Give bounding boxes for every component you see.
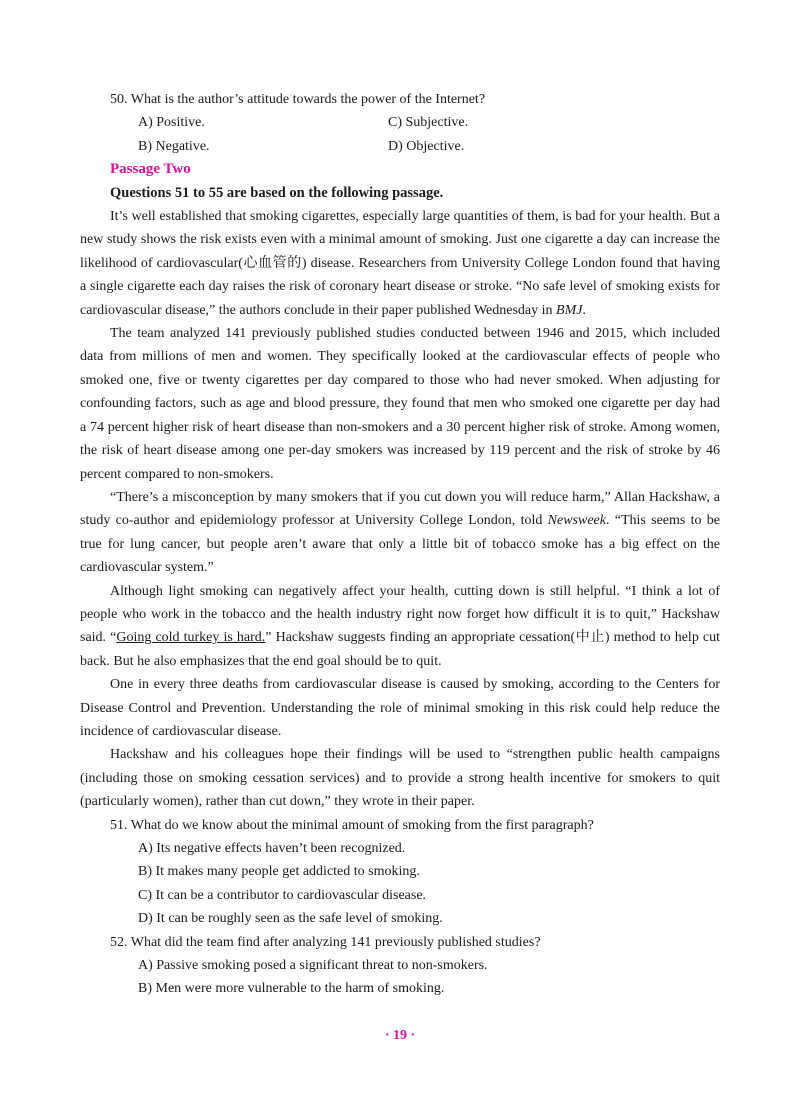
paragraph-4: Although light smoking can negatively affect your health, cutting down is still helpful. “I think a lot of people who work in the tobacco and the health industry right now forget how difficult it is to quit,” Hackshaw said. “Going cold turkey is hard.” Hackshaw suggests finding an appropriate cessation(中止) method to help cut back. But he also emphasizes that the end goal should be to quit.: [80, 583, 721, 669]
underlined-sentence: Going cold turkey is hard.: [116, 630, 266, 646]
question-50-option-d: D) Objective.: [388, 138, 465, 154]
passage-instructions: Questions 51 to 55 are based on the following passage.: [110, 184, 444, 201]
question-50-option-c: C) Subjective.: [388, 115, 469, 131]
paragraph-6: Hackshaw and his colleagues hope their findings will be used to “strengthen public health campaigns (including those on smoking cessation services) and to provide a strong health incentive for smokers to quit (particularly women), rather than cut down,” they wrote in their paper.: [80, 747, 720, 810]
question-50-stem: 50. What is the author’s attitude towards the power of the Internet?: [110, 92, 486, 107]
question-52-option-a: A) Passive smoking posed a significant threat to non-smokers.: [138, 958, 488, 974]
question-50-options-row-2: [80, 135, 720, 158]
question-52-option-b: B) Men were more vulnerable to the harm of smoking.: [138, 981, 445, 997]
question-50-option-a: A) Positive.: [138, 115, 205, 131]
paragraph-5: One in every three deaths from cardiovascular disease is caused by smoking, according to the Centers for Disease Control and Prevention. Understanding the role of minimal smoking in this risk could help reduce the incidence of cardiovascular disease.: [80, 677, 720, 739]
question-51-option-a: A) Its negative effects haven’t been recognized.: [138, 841, 406, 856]
question-50-option-b: B) Negative.: [138, 138, 210, 154]
question-51-option-d: D) It can be roughly seen as the safe level of smoking.: [138, 911, 443, 927]
question-51-stem: 51. What do we know about the minimal amount of smoking from the first paragraph?: [110, 817, 594, 833]
passage-title: Passage Two: [110, 161, 191, 178]
question-50-options-row-1: [80, 111, 720, 134]
paragraph-1: It’s well established that smoking cigarettes, especially large quantities of them, is bad for your health. But a new study shows the risk exists even with a minimal amount of smoking. Just one cigarette a day can increase the likelihood of cardiovascular(心血管的) disease. Researchers from University College London found that having a single cigarette each day raises the risk of coronary heart disease or stroke. “No safe level of smoking exists for cardiovascular disease,” the authors conclude in their paper published Wednesday in BMJ.: [80, 209, 720, 318]
question-52-stem: 52. What did the team find after analyzing 141 previously published studies?: [110, 934, 541, 950]
paragraph-2: The team analyzed 141 previously published studies conducted between 1946 and 2015, which included data from millions of men and women. They specifically looked at the cardiovascular effects of people who smoked one, five or twenty cigarettes per day compared to those who had never smoked. When adjusting for confounding factors, such as age and blood pressure, they found that men who smoked one cigarette per day had a 74 percent higher risk of heart disease than non-smokers and a 30 percent higher risk of stroke. Among women, the risk of heart disease among one per-day smokers was increased by 119 percent and the risk of stroke by 46 percent compared to non-smokers.: [80, 326, 720, 482]
page-content: [80, 88, 720, 1001]
page-number: · 19 ·: [384, 1028, 416, 1043]
question-51-option-b: B) It makes many people get addicted to smoking.: [138, 864, 420, 880]
paragraph-3: “There’s a misconception by many smokers that if you cut down you will reduce harm,” Allan Hackshaw, a study co-author and epidemiology professor at University College London, told Newsweek. “This seems to be true for lung cancer, but people aren’t aware that only a little bit of tobacco smoke has a big effect on the cardiovascular system.”: [80, 489, 721, 576]
question-51-option-c: C) It can be a contributor to cardiovascular disease.: [138, 887, 427, 903]
